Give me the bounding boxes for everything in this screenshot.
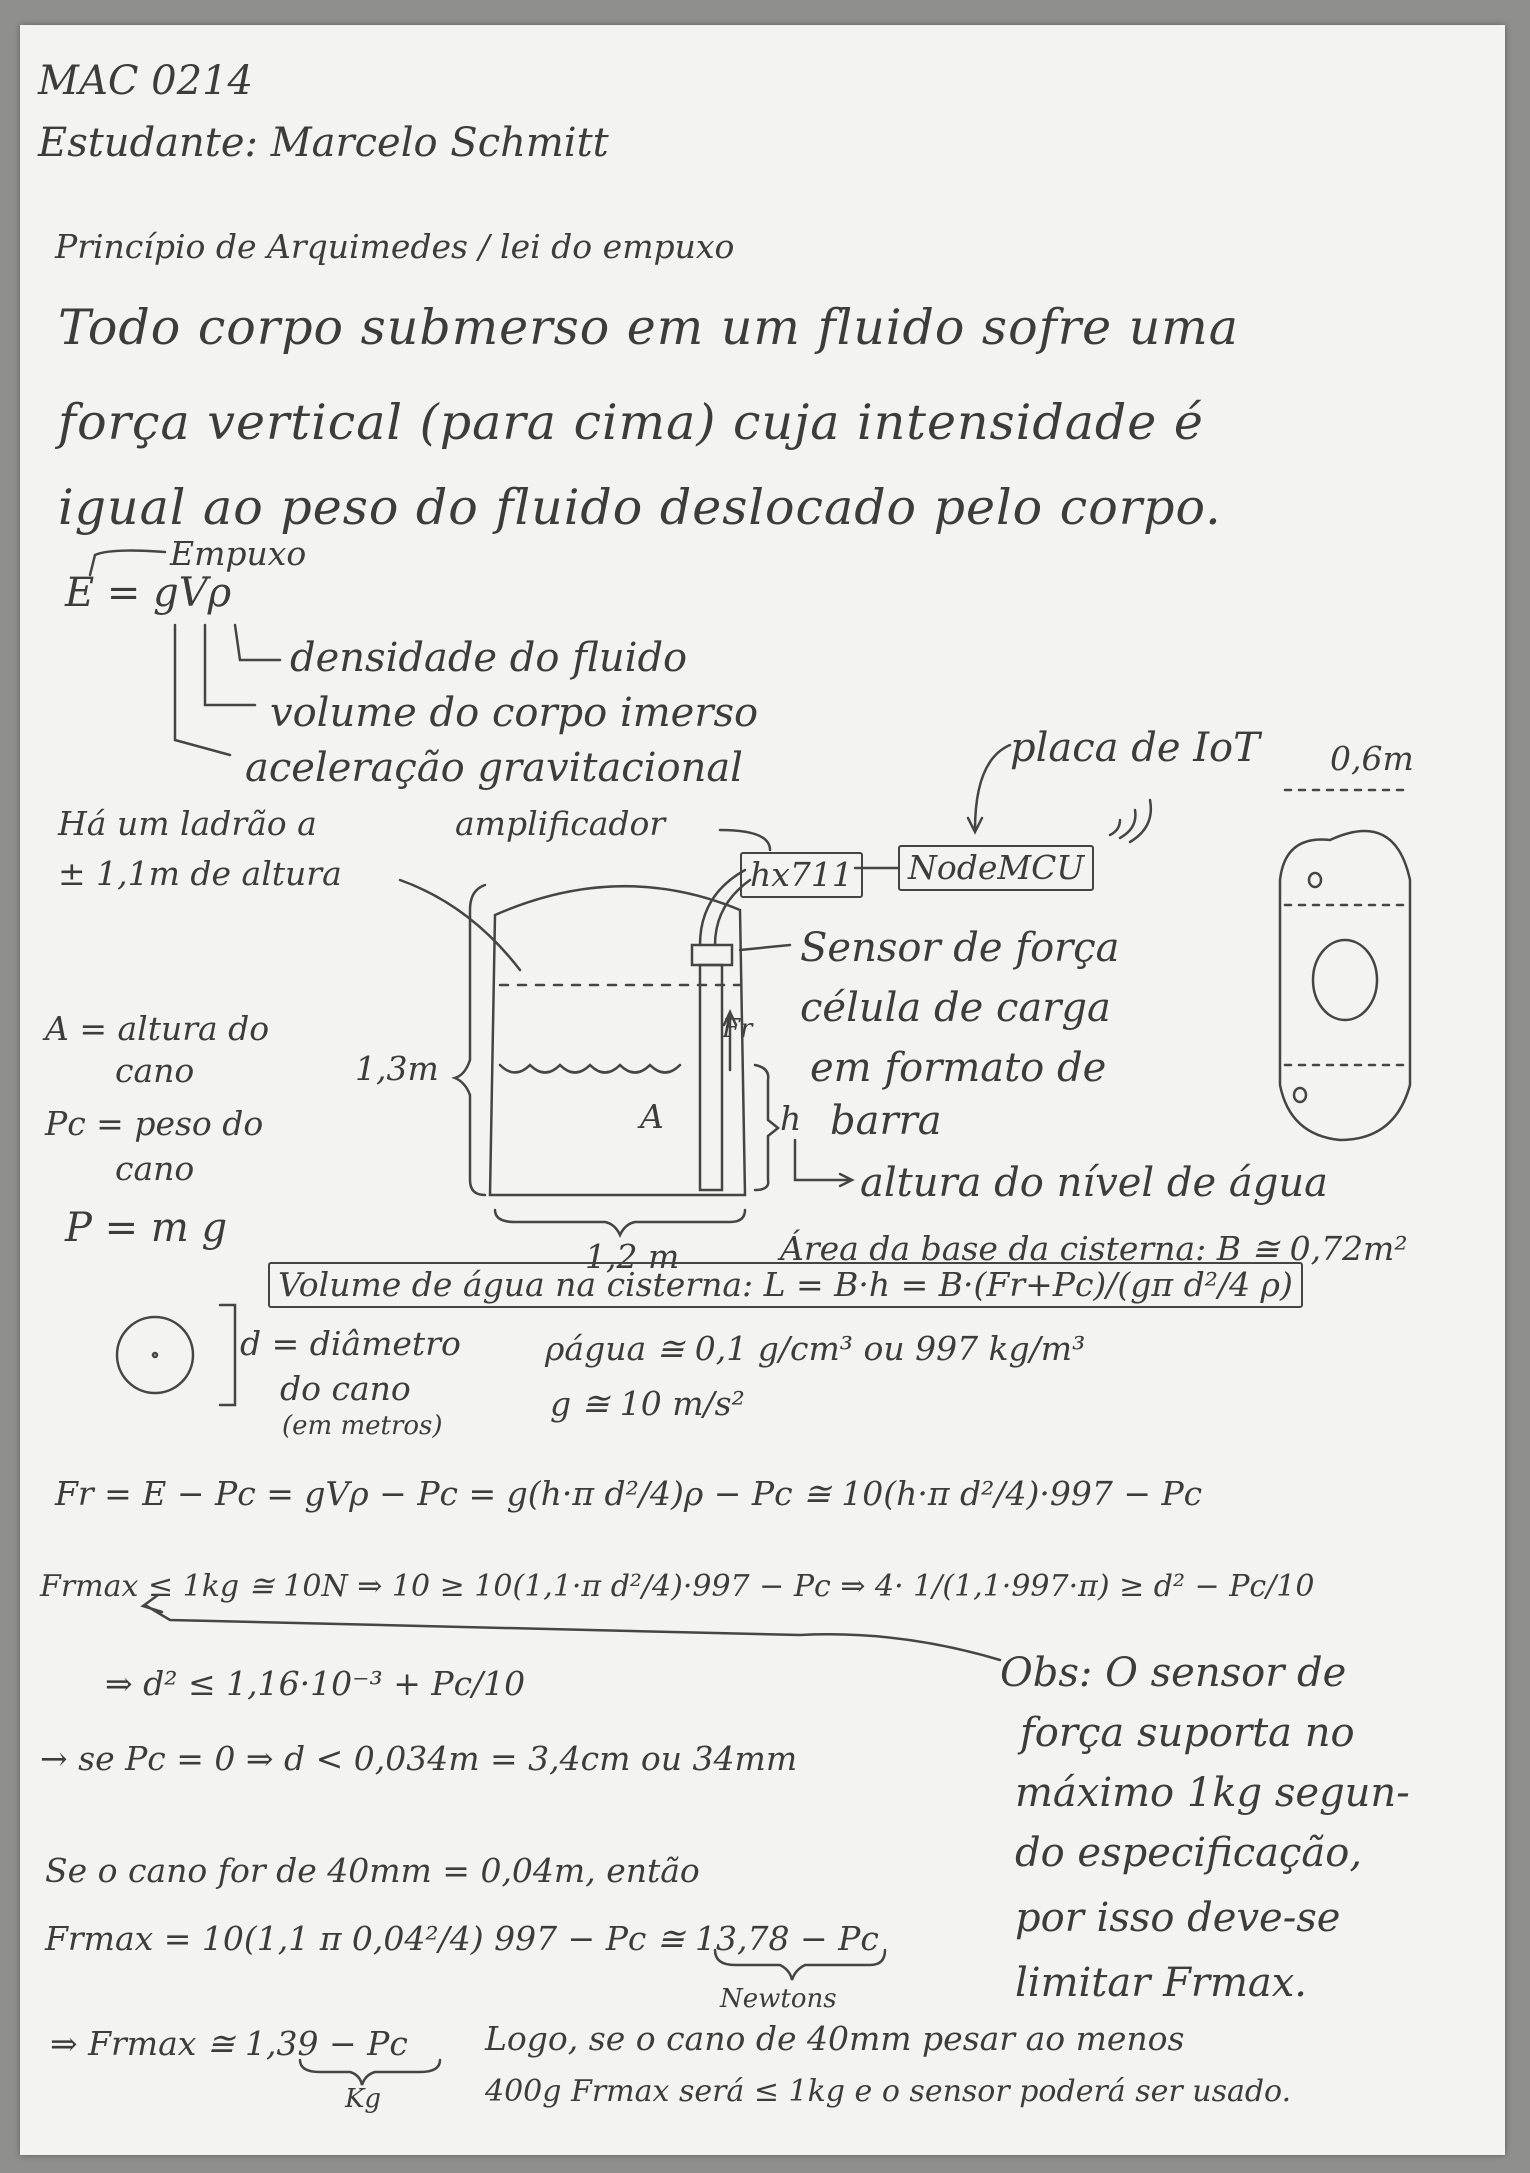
obs-line-4: do especificação, — [1015, 1830, 1363, 1876]
d-definition-3: (em metros) — [282, 1411, 443, 1441]
derivation-line-3: ⇒ d² ≤ 1,16·10⁻³ + Pc/10 — [105, 1664, 526, 1703]
conclusion-line-2: 400g Frmax será ≤ 1kg e o sensor poderá ser usado. — [485, 2074, 1292, 2109]
empuxo-label: Empuxo — [170, 534, 307, 573]
sensor-pointer — [740, 945, 790, 950]
volume-formula-box: Volume de água na cisterna: L = B·h = B·(Fr+Pc)/(gπ d²/4 ρ) — [268, 1262, 1303, 1308]
iot-pointer — [968, 745, 1010, 832]
legend-bracket-density — [235, 625, 280, 660]
obs-line-3: máximo 1kg segun- — [1015, 1770, 1410, 1816]
overflow-note-2: ± 1,1m de altura — [58, 854, 342, 893]
h-label: h — [780, 1099, 802, 1138]
empuxo-arrow — [90, 551, 165, 575]
hx711-module: hx711 — [740, 852, 863, 898]
force-arrow — [724, 1012, 736, 1070]
weight-formula: P = m g — [65, 1205, 228, 1251]
iot-board-center — [1313, 940, 1377, 1020]
sensor-desc-4: barra — [830, 1098, 942, 1144]
topic-title: Princípio de Arquimedes / lei do empuxo — [55, 227, 735, 266]
h-brace — [755, 1065, 778, 1190]
student-name: Estudante: Marcelo Schmitt — [38, 120, 609, 166]
iot-board-outline — [1280, 831, 1410, 1140]
legend-bracket-volume — [205, 625, 255, 705]
obs-line-6: limitar Frmax. — [1015, 1960, 1307, 2006]
water-surface — [500, 1065, 680, 1073]
amplifier-label: amplificador — [455, 804, 666, 843]
empuxo-formula: E = gVρ — [65, 570, 232, 616]
cistern-tank — [490, 886, 745, 1195]
sensor-pipe — [700, 965, 722, 1190]
sensor-desc-3: em formato de — [810, 1045, 1107, 1091]
force-label: Fr — [722, 1014, 753, 1044]
gravity-value: g ≅ 10 m/s² — [550, 1384, 745, 1423]
d-definition-2: do cano — [280, 1369, 411, 1408]
iot-width-label: 0,6m — [1330, 739, 1414, 778]
h-arrow — [795, 1140, 852, 1186]
diameter-bracket — [220, 1305, 235, 1405]
base-area-label: Área da base da cisterna: B ≅ 0,72m² — [780, 1229, 1408, 1268]
principle-line-1: Todo corpo submerso em um fluido sofre uma — [58, 299, 1239, 356]
iot-board-label: placa de IoT — [1010, 725, 1260, 771]
derivation-line-4: → se Pc = 0 ⇒ d < 0,034m = 3,4cm ou 34mm — [40, 1739, 798, 1778]
pc-definition-2: cano — [115, 1149, 195, 1188]
a-definition-1: A = altura do — [45, 1009, 270, 1048]
newtons-unit: Newtons — [720, 1984, 837, 2014]
kg-unit: Kg — [345, 2084, 382, 2114]
pipe-cross-section — [117, 1317, 193, 1393]
pipe-center-dot — [153, 1353, 157, 1357]
tank-width-brace — [495, 1210, 745, 1235]
legend-gravity: aceleração gravitacional — [245, 745, 743, 791]
obs-line-5: por isso deve-se — [1015, 1895, 1341, 1941]
sensor-desc-2: célula de carga — [800, 985, 1111, 1031]
derivation-line-2: Frmax ≤ 1kg ≅ 10N ⇒ 10 ≥ 10(1,1·π d²/4)·997 − Pc ⇒ 4· 1/(1,1·997·π) ≥ d² − Pc/10 — [40, 1569, 1315, 1604]
sensor-desc-1: Sensor de força — [800, 925, 1120, 971]
overflow-pointer — [400, 880, 520, 970]
pc-definition-1: Pc = peso do — [45, 1104, 264, 1143]
frmax-back-arrow — [143, 1595, 1000, 1660]
iot-board-hole-bottom — [1294, 1088, 1306, 1102]
sensor-cap — [692, 945, 732, 965]
obs-line-1: Obs: O sensor de — [1000, 1650, 1347, 1696]
height-total-label: 1,3m — [355, 1049, 439, 1088]
legend-volume: volume do corpo imerso — [270, 690, 759, 736]
legend-bracket-gravity — [175, 625, 230, 755]
tank-height-brace — [455, 885, 485, 1195]
pipe-label: A — [640, 1097, 664, 1136]
derivation-line-7: ⇒ Frmax ≅ 1,39 − Pc — [50, 2024, 408, 2063]
derivation-line-6: Frmax = 10(1,1 π 0,04²/4) 997 − Pc ≅ 13,78 − Pc — [45, 1919, 879, 1958]
legend-density: densidade do fluido — [290, 635, 688, 681]
derivation-line-1: Fr = E − Pc = gVρ − Pc = g(h·π d²/4)ρ − Pc ≅ 10(h·π d²/4)·997 − Pc — [55, 1474, 1203, 1513]
h-description: altura do nível de água — [860, 1160, 1328, 1206]
overflow-note-1: Há um ladrão a — [58, 804, 317, 843]
kg-brace — [300, 2060, 440, 2085]
derivation-line-5: Se o cano for de 40mm = 0,04m, então — [45, 1851, 700, 1890]
nodemcu-board: NodeMCU — [898, 845, 1094, 891]
width-total-label: 1,2 m — [585, 1237, 680, 1276]
principle-line-2: força vertical (para cima) cuja intensidade é — [58, 394, 1204, 451]
obs-line-2: força suporta no — [1020, 1710, 1355, 1756]
water-density: ρágua ≅ 0,1 g/cm³ ou 997 kg/m³ — [545, 1329, 1086, 1368]
d-definition-1: d = diâmetro — [240, 1324, 461, 1363]
conclusion-line-1: Logo, se o cano de 40mm pesar ao menos — [485, 2019, 1185, 2058]
iot-board-hole-top — [1309, 873, 1321, 887]
amplifier-arrow — [720, 830, 770, 850]
principle-line-3: igual ao peso do fluido deslocado pelo corpo. — [58, 479, 1222, 536]
wifi-icon — [1110, 800, 1151, 842]
sensor-cable — [700, 870, 750, 945]
newtons-brace — [715, 1950, 885, 1980]
course-code: MAC 0214 — [38, 58, 253, 104]
a-definition-2: cano — [115, 1051, 195, 1090]
